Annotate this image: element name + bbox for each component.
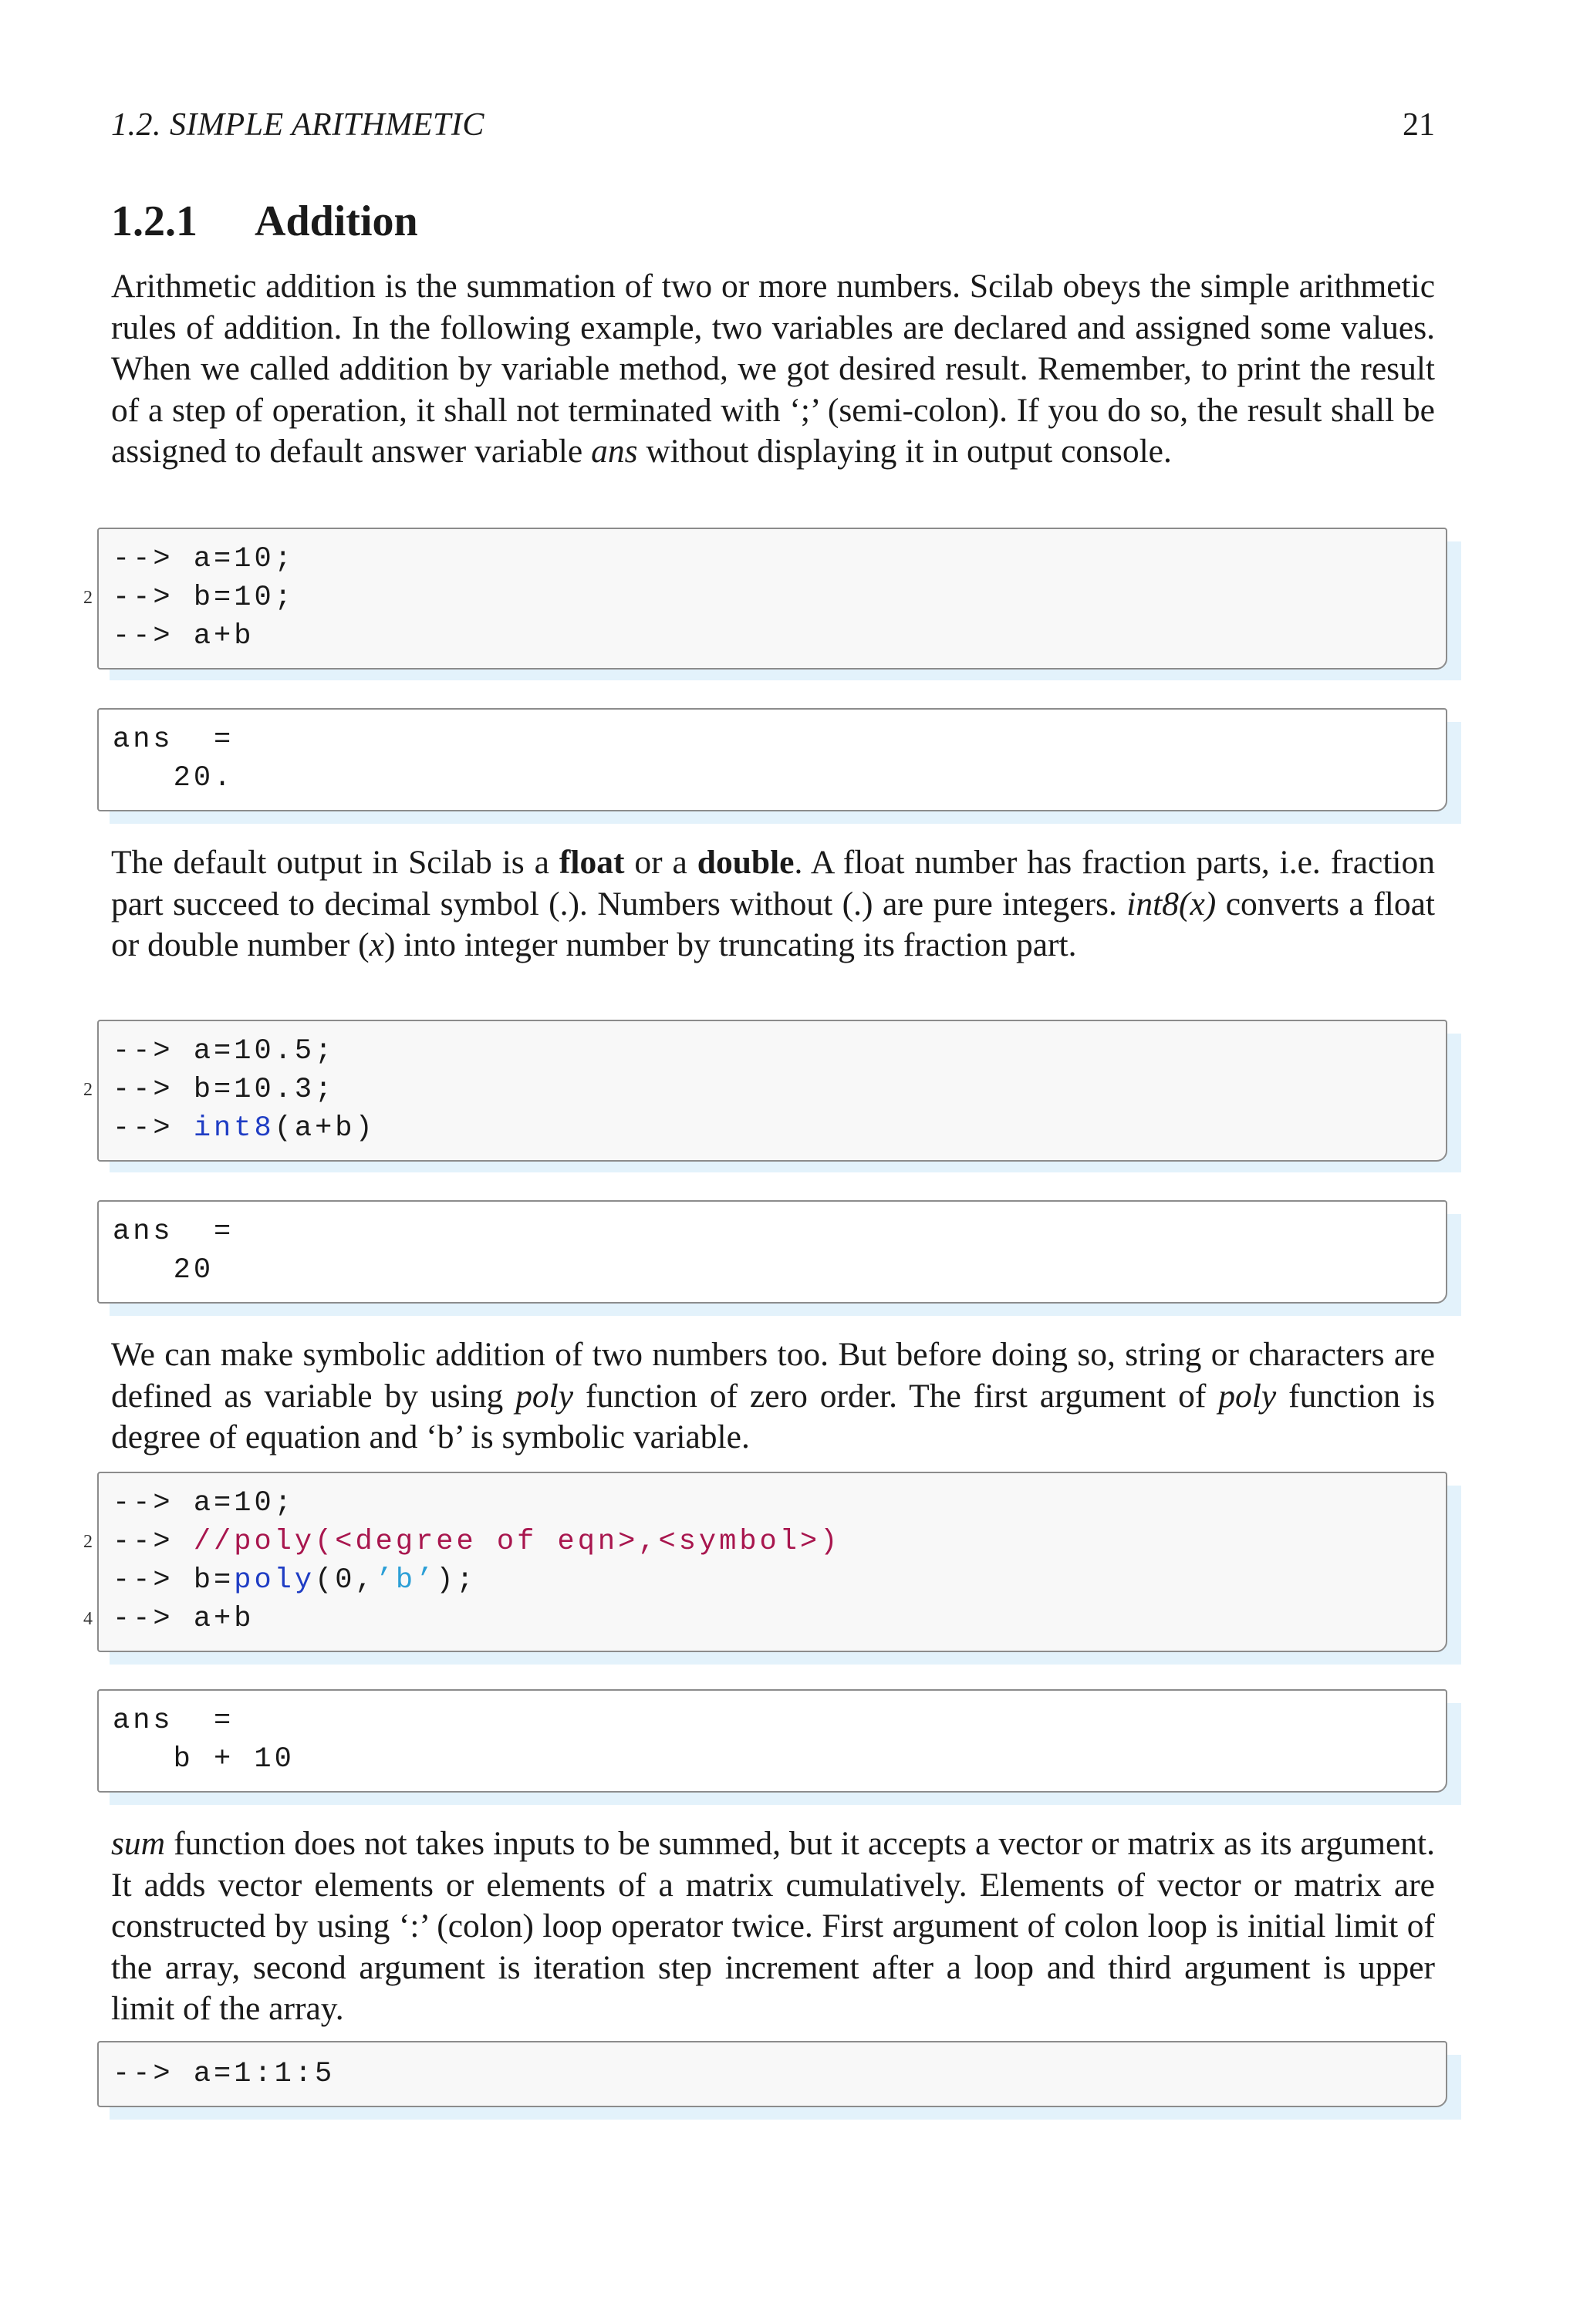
code-line [113, 2055, 335, 2093]
code-text: a=1:1:5 [193, 2058, 336, 2090]
code-block-1 [97, 528, 1447, 670]
code-text: b=10.3; [193, 1074, 336, 1106]
prompt: --> [113, 1487, 194, 1520]
italic-text: x [369, 926, 384, 963]
paragraph-addition-intro [111, 266, 1435, 473]
paragraph-symbolic-addition [111, 1334, 1435, 1459]
bold-text: float [559, 844, 625, 881]
code-line [113, 1523, 840, 1561]
page-number: 21 [1403, 107, 1435, 143]
italic-text: poly [1218, 1377, 1277, 1415]
running-head-title: 1.2. SIMPLE ARITHMETIC [111, 107, 484, 143]
code-line [113, 617, 254, 656]
prompt: --> [113, 1035, 194, 1068]
section-heading [111, 197, 418, 246]
string-literal: ’b’ [375, 1564, 437, 1597]
text: converts a float or double number ( [111, 885, 1435, 963]
prompt: --> [113, 543, 194, 575]
prompt: --> [113, 1603, 194, 1635]
text: Arithmetic addition is the summation of two or more numbers. Scilab obeys the simple arithmetic rules of addition. In the following example, two variables are declared and assigned some values. When we called addition by variable method, we got desired result. Remember, to print the result of a step of operation, it shall not terminated with ‘;’ (semi-colon). If you do so, the result shall be assigned to default answer variable [111, 268, 1435, 470]
bold-text: double [697, 844, 795, 881]
code-text: b=10; [193, 582, 295, 614]
keyword: poly [234, 1564, 316, 1597]
prompt: --> [113, 2058, 194, 2090]
code-line [113, 1071, 335, 1109]
text: function is degree of equation and ‘b’ is symbolic variable. [111, 1377, 1435, 1455]
text: . A float number has fraction parts, i.e. fraction part succeed to decimal symbol (.). Numbers without (.) are pure integers. [111, 844, 1435, 923]
keyword: int8 [193, 1112, 275, 1145]
code-text: a+b [193, 1603, 255, 1635]
paragraph-float-double [111, 842, 1435, 966]
prompt: --> [113, 1526, 194, 1558]
code-text: (0, [315, 1564, 376, 1597]
running-head [111, 106, 1435, 153]
text: We can make symbolic addition of two numbers too. But before doing so, string or characters are defined as variable by using [111, 1336, 1435, 1415]
code-text: a=10.5; [193, 1035, 336, 1068]
prompt: --> [113, 1074, 194, 1106]
output-line: 20 [113, 1254, 214, 1287]
code-text: b= [193, 1564, 235, 1597]
paragraph-sum-function [111, 1823, 1435, 2030]
line-number: 2 [83, 1532, 93, 1552]
output-block-3 [97, 1689, 1447, 1793]
output-line: ans = [113, 724, 235, 756]
line-number: 4 [83, 1609, 93, 1629]
code-text: a=10; [193, 543, 295, 575]
code-text: a=10; [193, 1487, 295, 1520]
italic-text: int8(x) [1126, 885, 1217, 923]
text: function does not takes inputs to be summed, but it accepts a vector or matrix as its argument. It adds vector elements or elements of a matrix cumulatively. Elements of vector or matrix are constructed by using ‘:’ (colon) loop operator twice. First argument of colon loop is initial limit of the array, second argument is iteration step increment after a loop and third argument is upper limit of the array. [111, 1825, 1435, 2027]
prompt: --> [113, 582, 194, 614]
italic-text: sum [111, 1825, 166, 1862]
prompt: --> [113, 1112, 194, 1145]
section-title: Addition [255, 197, 418, 245]
code-line [113, 1032, 335, 1071]
text: The default output in Scilab is a [111, 844, 559, 881]
line-number: 2 [83, 1080, 93, 1100]
italic-text: poly [515, 1377, 574, 1415]
prompt: --> [113, 620, 194, 653]
code-line [113, 1484, 295, 1523]
output-block-1 [97, 708, 1447, 811]
code-text: (a+b) [274, 1112, 376, 1145]
code-line [113, 1109, 376, 1148]
output-line: 20. [113, 762, 235, 794]
text: or a [624, 844, 697, 881]
code-line [113, 540, 295, 578]
code-text: ); [436, 1564, 477, 1597]
output-line: b + 10 [113, 1743, 295, 1776]
output-block-2 [97, 1200, 1447, 1304]
code-text: a+b [193, 620, 255, 653]
italic-text: ans [591, 433, 638, 470]
comment: //poly(<degree of eqn>,<symbol>) [193, 1526, 841, 1558]
output-line: ans = [113, 1705, 235, 1737]
prompt: --> [113, 1564, 194, 1597]
code-line [113, 1561, 477, 1600]
line-number: 2 [83, 588, 93, 608]
text: function of zero order. The first argument of [573, 1377, 1219, 1415]
text: ) into integer number by truncating its fraction part. [383, 926, 1077, 963]
text: without displaying it in output console. [637, 433, 1172, 470]
section-number: 1.2.1 [111, 197, 198, 245]
code-line [113, 578, 295, 617]
code-line [113, 1600, 254, 1638]
output-line: ans = [113, 1216, 235, 1248]
